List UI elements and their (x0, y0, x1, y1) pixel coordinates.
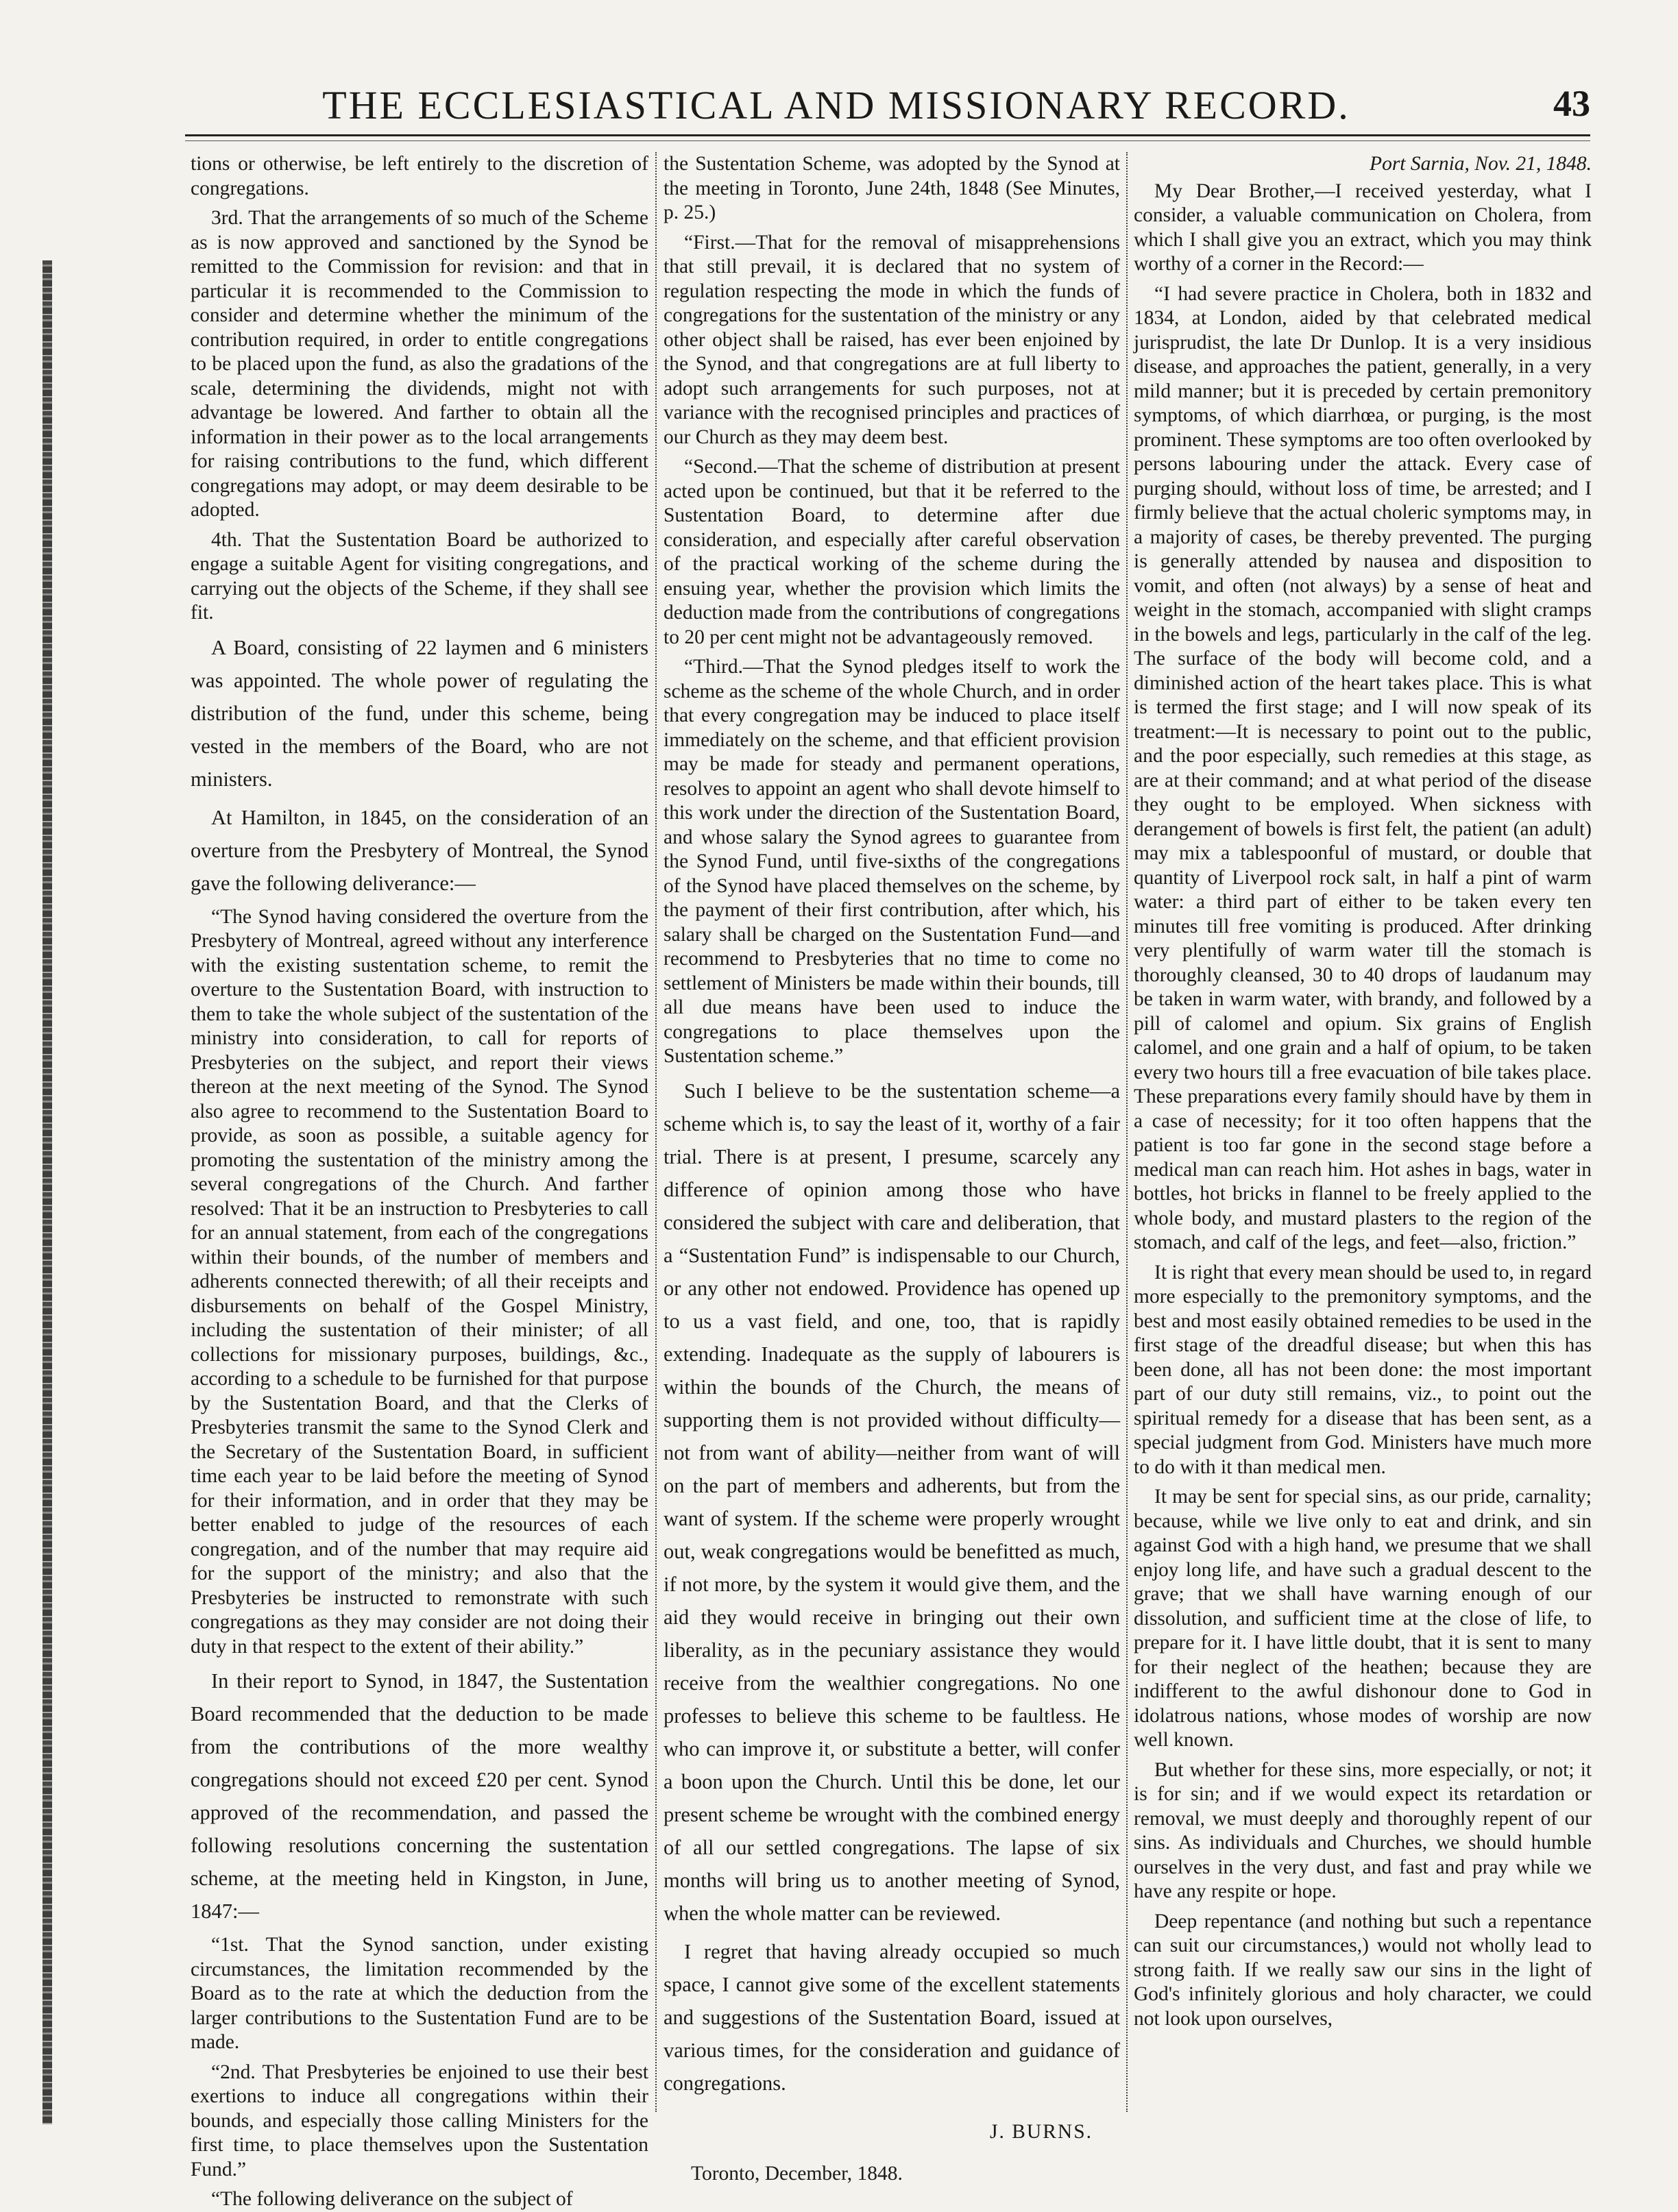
paragraph: In their report to Synod, in 1847, the Sustentation Board recommended that the deduction to be made from the contributions of the more wealthy congregations should not exceed £20 per cent. Synod approved of the recommendation, and passed the following resolutions concerning the sustentation scheme, at the meeting held in Kingston, in June, 1847:— (191, 1669, 648, 1923)
page-number: 43 (1553, 83, 1590, 124)
paragraph: My Dear Brother,—I received yesterday, what I consider, a valuable communication on Cholera, from which I shall give you an extract, which you may think worthy of a corner in the Record:— (1134, 180, 1592, 275)
paragraph: “1st. That the Synod sanction, under existing circumstances, the limitation recommended by the Board as to the rate at which the deduction from the larger contributions to the Sustentation Fund are to be made. (191, 1934, 648, 2053)
letter-dateline: Port Sarnia, Nov. 21, 1848. (1370, 153, 1592, 175)
paragraph: At Hamilton, in 1845, on the consideration of an overture from the Presbytery of Montreal, the Synod gave the following deliverance:— (191, 805, 648, 895)
paragraph: “The Synod having considered the overture from the Presbytery of Montreal, agreed without any interference with the existing sustentation scheme, to remit the overture to the Sustentation Board, with instruction to them to take the whole subject of the sustentation of the ministry into consideration, to call for reports of Presbyteries on the subject, and report their views thereon at the next meeting of the Synod. The Synod also agree to recommend to the Sustentation Board to provide, as soon as possible, a suitable agency for promoting the sustentation of the ministry among the several congregations of the Church. And farther resolved: That it be an instruction to Presbyteries to call for an annual statement, from each of the congregations within their bounds, of the number of members and adherents connected therewith; of all their receipts and disbursements on behalf of the Gospel Ministry, including the sustentation of their minister; of all collections for missionary purposes, buildings, &c., according to a schedule to be furnished for that purpose by the Sustentation Board, and that the Clerks of Presbyteries transmit the same to the Synod Clerk and the Secretary of the Sustentation Board, in sufficient time each year to be laid before the meeting of Synod for their information, and in order that they may be better enabled to judge of the resources of each congregation, and of the number that may require aid for the support of the ministry; and also that the Presbyteries be instructed to remonstrate with such congregations as they may consider are not doing their duty in that respect to the extent of their ability.” (191, 905, 648, 1658)
column-separator (655, 152, 657, 2112)
paragraph: “The following deliverance on the subject of (211, 2188, 573, 2210)
place-date: Toronto, December, 1848. (691, 2163, 903, 2185)
paragraph: 4th. That the Sustentation Board be authorized to engage a suitable Agent for visiting congregations, and carrying out the objects of the Scheme, if they shall see fit. (191, 528, 648, 624)
header-rule (185, 134, 1590, 141)
paragraph: “Second.—That the scheme of distribution at present acted upon be continued, but that it be referred to the Sustentation Board, to determine after due consideration, and especially after careful observation of the practical working of the scheme during the ensuing year, whether the provision which limits the deduction made from the contributions of congregations to 20 per cent might not be advantageously removed. (664, 456, 1120, 648)
paragraph: the Sustentation Scheme, was adopted by the Synod at the meeting in Toronto, June 24th, 1848 (See Minutes, p. 25.) (664, 153, 1120, 223)
paragraph: “Third.—That the Synod pledges itself to work the scheme as the scheme of the whole Church, and in order that every congregation may be induced to place itself immediately on the scheme, and that efficient provision may be made for steady and permanent operations, resolves to appoint an agent who shall devote himself to this work under the direction of the Sustentation Board, and whose salary the Synod agrees to guarantee from the Synod Fund, until five-sixths of the congregations of the Synod have placed themselves on the scheme, by the payment of their first contribution, after which, his salary shall be charged on the Sustentation Fund—and recommend to Presbyteries that no time to come no settlement of Ministers be made within their bounds, till all due means have been used to induce the congregations to place themselves upon the Sustentation scheme.” (664, 656, 1120, 1067)
paragraph: It is right that every mean should be used to, in regard more especially to the premonitory symptoms, and the best and most easily obtained remedies to be used in the first stage of the dreadful disease; but when this has been done, all has not been done: the most important part of our duty still remains, viz., to point out the spiritual remedy for a disease that has been sent, as a special judgment from God. Ministers have much more to do with it than medical men. (1134, 1261, 1592, 1478)
column-left (191, 152, 648, 2210)
paragraph: Such I believe to be the sustentation scheme—a scheme which is, to say the least of it, worthy of a fair trial. There is at present, I presume, scarcely any difference of opinion among those who have considered the subject with care and deliberation, that a “Sustentation Fund” is indispensable to our Church, or any other not endowed. Providence has opened up to us a vast field, and one, too, that is rapidly extending. Inadequate as the supply of labourers is within the bounds of the Church, the means of supporting them is not provided without difficulty—not from want of ability—neither from want of will on the part of members and adherents, but from the want of system. If the scheme were properly wrought out, weak congregations would be benefitted as much, if not more, by the system it would give them, and the aid they would receive in bringing out their own liberality, as in the pecuniary assistance they would receive from the wealthier congregations. No one professes to believe this scheme to be faultless. He who can improve it, or substitute a better, will confer a boon upon the Church. Until this be done, let our present scheme be wrought with the combined energy of all our settled congregations. The lapse of six months will bring us to another meeting of Synod, when the whole matter can be reviewed. (664, 1079, 1120, 1925)
paragraph: I regret that having already occupied so much space, I cannot give some of the excellent statements and suggestions of the Sustentation Board, issued at various times, for the consideration and guidance of congregations. (664, 1939, 1120, 2095)
paragraph: “I had severe practice in Cholera, both in 1832 and 1834, at London, aided by that celebrated medical jurisprudist, the late Dr Dunlop. It is a very insidious disease, and approaches the patient, generally, in a very mild manner; but it is preceded by certain premonitory symptoms, of which diarrhœa, or purging, is the most prominent. These symptoms are too often overlooked by persons labouring under the attack. Every case of purging should, without loss of time, be arrested; and I firmly believe that the actual choleric symptoms may, in a majority of cases, be thereby prevented. The purging is generally attended by nausea and disposition to vomit, and often (not always) by a sense of heat and weight in the stomach, accompanied with slight cramps in the bowels and legs, particularly in the calf of the leg. The surface of the body will become cold, and a diminished action of the heart takes place. This is what is termed the first stage; and I will now speak of its treatment:—It is necessary to point out to the public, and the poor especially, such remedies at this stage, as are at their command; and at what period of the disease they ought to be employed. When sickness with derangement of bowels is first felt, the patient (an adult) may mix a tablespoonful of mustard, or double that quantity of Liverpool rock salt, in half a pint of warm water: a third part of either to be taken every ten minutes till free vomiting is produced. After drinking very plentifully of warm water till the stomach is thoroughly cleansed, 30 to 40 drops of laudanum may be taken in warm water, with brandy, and followed by a pill of calomel and opium. Six grains of English calomel, and one grain and a half of opium, to be taken every two hours till a free evacuation of bile takes place. These preparations every family should have by them in a case of necessity; for it too often happens that the patient is too far gone in the second stage before a medical man can reach him. Hot ashes in bags, water in bottles, hot bricks in flannel to be freely applied to the whole body, and mustard plasters to the region of the stomach, and calf of the legs, and feet—also, friction.” (1134, 282, 1592, 1253)
running-title: THE ECCLESIASTICAL AND MISSIONARY RECORD. (322, 83, 1350, 127)
paragraph: But whether for these sins, more especially, or not; it is for sin; and if we would expect its retardation or removal, we must deeply and thoroughly repent of our sins. As individuals and Churches, we should humble ourselves in the very dust, and fast and pray while we have any respite or hope. (1134, 1758, 1592, 1902)
paragraph: It may be sent for special sins, as our pride, carnality; because, while we live only to eat and drink, and sin against God with a high hand, we presume that we shall enjoy long life, and have such a gradual descent to the grave; that we shall have warning enough of our dissolution, and sufficient time at the close of life, to prepare for it. I have little doubt, that it is sent to many for their neglect of the heathen; because they are indifferent to the awful dishonour done to God in idolatrous nations, whose modes of worship are now well known. (1134, 1486, 1592, 1751)
page-header (185, 82, 1590, 137)
column-separator (1126, 152, 1128, 2112)
paragraph: 3rd. That the arrangements of so much of the Scheme as is now approved and sanctioned by the Synod be remitted to the Commission for revision: and that in particular it is recommended to the Commission to consider and determine whether the minimum of the contribution required, in order to entitle congregations to be placed upon the fund, as also the gradations of the scale, determining the dividends, might not with advantage be lowered. And farther to obtain all the information in their power as to the local arrangements for raising contributions to the fund, which different congregations may adopt, or may deem desirable to be adopted. (191, 207, 648, 521)
column-middle (664, 152, 1120, 2185)
scan-binding-edge (42, 260, 52, 2124)
column-right (1134, 152, 1592, 2119)
paragraph: tions or otherwise, be left entirely to the discretion of congregations. (191, 153, 648, 199)
paragraph: “2nd. That Presbyteries be enjoined to use their best exertions to induce all congregations within their bounds, and especially those calling Ministers for the first time, to place themselves upon the Sustentation Fund.” (191, 2061, 648, 2180)
signature: J. BURNS. (990, 2120, 1093, 2143)
paragraph: “First.—That for the removal of misapprehensions that still prevail, it is declared that no system of regulation respecting the mode in which the funds of congregations for the sustentation of the ministry or any other object shall be raised, has ever been enjoined by the Synod, and that congregations are at full liberty to adopt such arrangements for such purposes, not at variance with the recognised principles and practices of our Church as they may deem best. (664, 231, 1120, 448)
paragraph: A Board, consisting of 22 laymen and 6 ministers was appointed. The whole power of regulating the distribution of the fund, under this scheme, being vested in the members of the Board, who are not ministers. (191, 635, 648, 791)
paragraph: Deep repentance (and nothing but such a repentance can suit our circumstances,) would not wholly lead to strong faith. If we really saw our sins in the light of God's infinitely glorious and holy character, we could not look upon ourselves, (1134, 1910, 1592, 2030)
